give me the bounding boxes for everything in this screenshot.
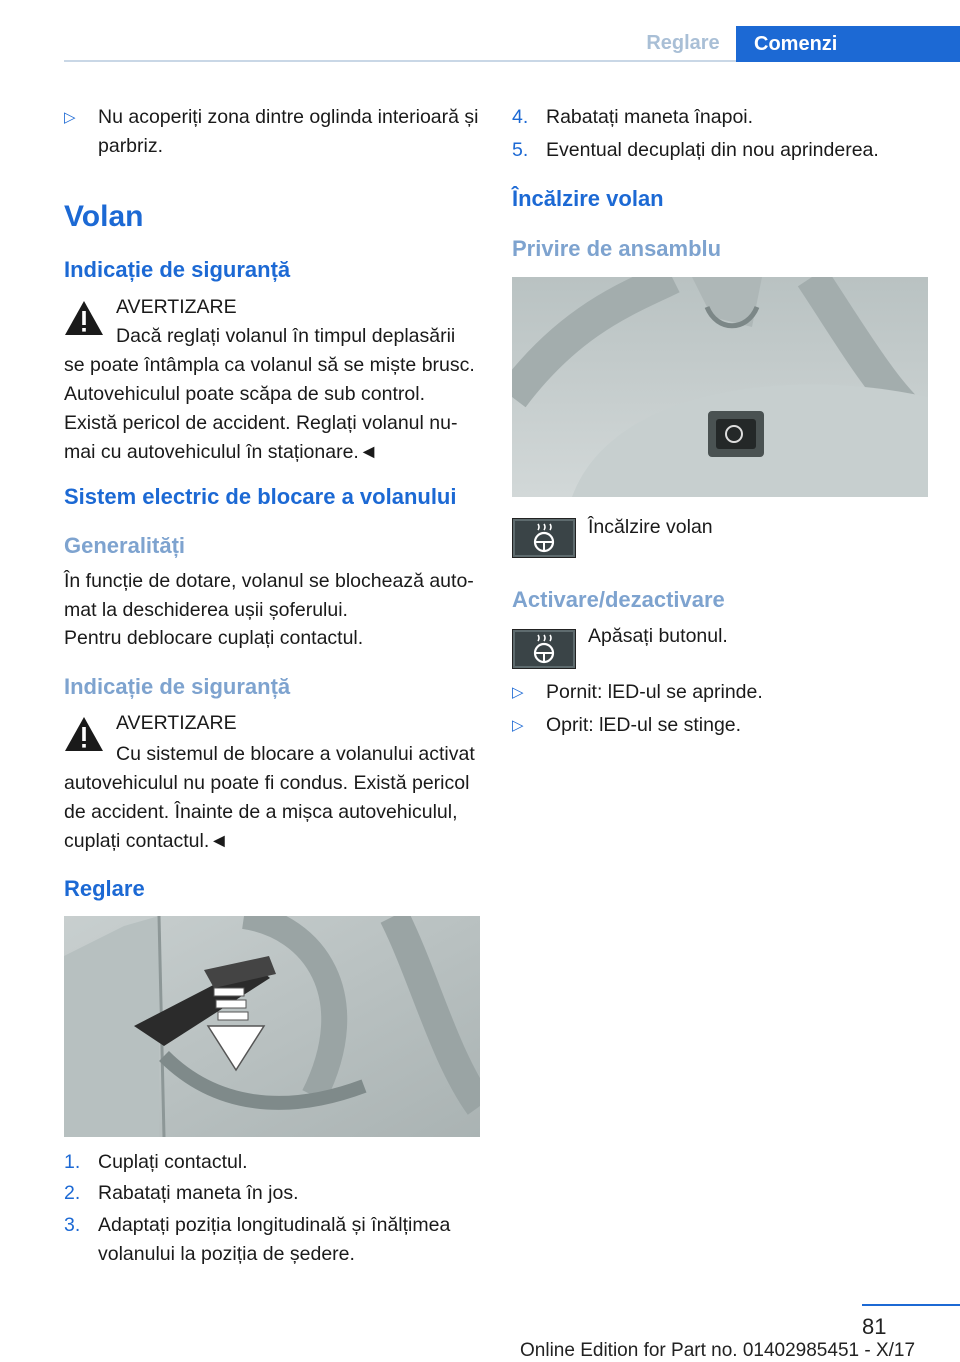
toggle-instruction: Apăsați butonul. <box>588 625 728 647</box>
paragraph-general: În funcție de dotare, volanul se blochează auto‐mat la deschiderea ușii șoferului. <box>64 570 474 621</box>
edition-footer: Online Edition for Part no. 01402985451 - X/17 <box>520 1340 916 1361</box>
paragraph-unlock: Pentru deblocare cuplați contactul. <box>64 627 364 649</box>
triangle-bullet-icon: ▷ <box>64 109 76 126</box>
warning-icon <box>64 300 104 336</box>
header-chapter-tab: Comenzi <box>736 26 960 62</box>
heading-safety-2: Indicație de siguranță <box>64 674 291 699</box>
heading-heat: Încălzire volan <box>512 186 664 211</box>
heading-toggle: Activare/dezactivare <box>512 587 725 612</box>
steering-adjust-illustration <box>64 916 480 1137</box>
warning-title-2: AVERTIZARE <box>116 712 237 734</box>
warning-text-2-first: Cu sistemul de blocare a volanului activat <box>116 743 475 765</box>
steering-heat-button-icon <box>512 629 576 669</box>
footer-rule <box>862 1304 960 1306</box>
triangle-bullet-icon: ▷ <box>512 684 524 701</box>
warning-title-1: AVERTIZARE <box>116 296 237 318</box>
warning-text-1-first: Dacă reglați volanul în timpul deplasării <box>116 325 456 347</box>
steering-heat-button-icon <box>512 518 576 558</box>
heading-reglare: Reglare <box>64 876 145 901</box>
steering-heat-illustration <box>512 277 928 497</box>
page-number: 81 <box>862 1314 887 1339</box>
warning-text-1-rest: se poate întâmpla ca volanul să se miște brusc. Autovehiculul poate scăpa de sub control. Există pericol de accident. Reglați volanul nu‐mai cu autovehiculul în staționare.◄ <box>64 354 475 463</box>
section-title-volan: Volan <box>64 200 144 233</box>
heading-safety-1: Indicație de siguranță <box>64 257 291 282</box>
icon-caption: Încălzire volan <box>588 516 713 538</box>
warning-icon <box>64 716 104 752</box>
header-section: Reglare <box>646 31 720 54</box>
triangle-bullet-icon: ▷ <box>512 717 524 734</box>
heading-overview: Privire de ansamblu <box>512 236 722 261</box>
heading-general: Generalități <box>64 533 186 558</box>
heading-lock-system: Sistem electric de blocare a volanului <box>64 484 457 509</box>
warning-text-2-rest: autovehiculul nu poate fi condus. Există pericol de accident. Înainte de a mișca autovehiculul, cuplați contactul.◄ <box>64 772 470 852</box>
